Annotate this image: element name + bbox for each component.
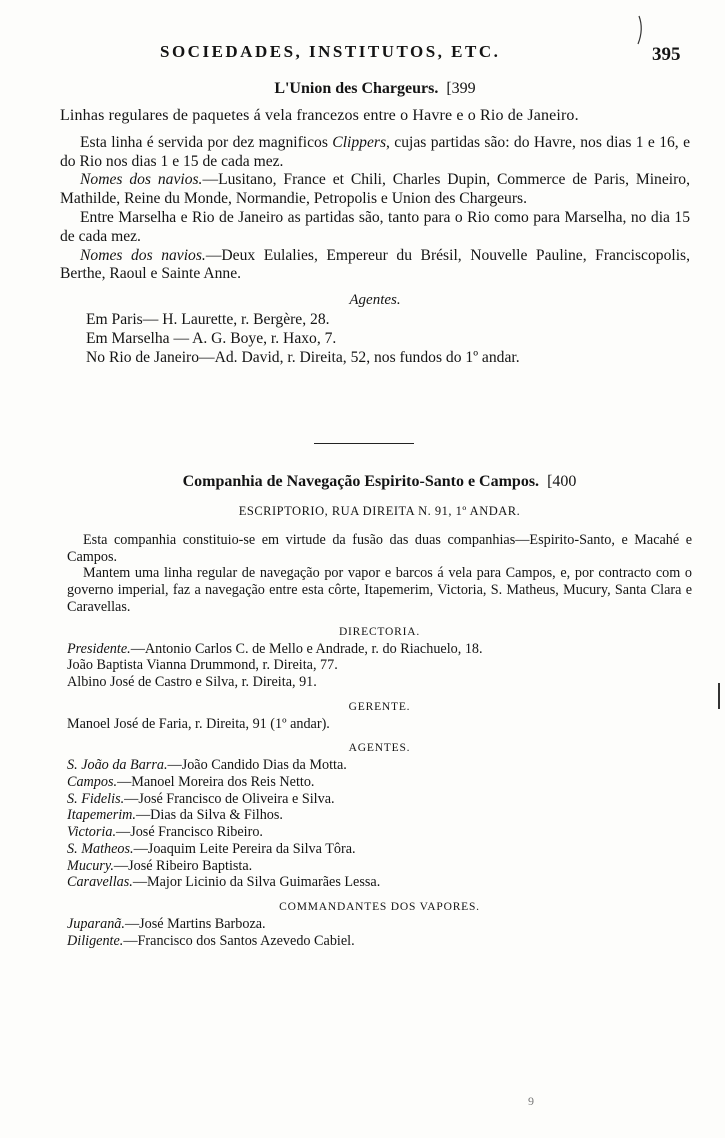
agent-line (67, 757, 692, 774)
commanders-heading: COMMANDANTES DOS VAPORES. (279, 900, 480, 913)
footer-mark: 9 (528, 1094, 534, 1108)
agent-name: —José Ribeiro Baptista. (113, 857, 253, 874)
commander-name: —Francisco dos Santos Azevedo Cabiel. (123, 932, 355, 949)
ships-list (60, 247, 690, 285)
ship-name: Diligente. (67, 932, 124, 949)
agent-place: S. Fidelis. (67, 790, 125, 807)
section-title-text: Companhia de Navegação Espirito-Santo e Campos. (182, 473, 540, 490)
agent-name: —João Candido Dias da Motta. (167, 757, 347, 774)
manager-heading: GERENTE. (348, 700, 411, 713)
manager-line: Manoel José de Faria, r. Direita, 91 (1º andar). (67, 715, 330, 732)
paragraph (60, 134, 690, 172)
section-title (60, 80, 690, 98)
section-title-text: L'Union des Chargeurs. (274, 80, 439, 97)
ships-list (60, 171, 690, 209)
ships-text: —Lusitano, France et Chili, Charles Dupin, Commerce de Paris, Mineiro, Mathilde, Reine du Monde, Normandie, Petropolis e Union des Chargeurs. (60, 171, 690, 208)
president-text: —Antonio Carlos C. de Mello e Andrade, r. do Riachuelo, 18. (130, 640, 483, 657)
agents-heading: Agentes. (349, 292, 401, 309)
agent-place: S. João da Barra. (67, 757, 168, 774)
commander-line (67, 916, 692, 933)
president-line (67, 641, 692, 658)
director-line: Albino José de Castro e Silva, r. Direita, 91. (67, 673, 317, 690)
paragraph: Entre Marselha e Rio de Janeiro as partidas são, tanto para o Rio como para Marselha, no dia 15 de cada mez. (60, 208, 690, 245)
director-line: João Baptista Vianna Drummond, r. Direita, 77. (67, 657, 338, 674)
section-title (67, 473, 692, 491)
agent-name: —Manoel Moreira dos Reis Netto. (117, 774, 315, 791)
ships-label: Nomes dos navios. (80, 171, 203, 189)
entry-companhia-navegacao (67, 473, 692, 949)
ship-name: Juparanã. (67, 915, 125, 932)
agent-place: S. Matheos. (67, 840, 134, 857)
office-address: ESCRIPTORIO, RUA DIREITA N. 91, 1º ANDAR. (238, 504, 521, 518)
agent-line: Em Marselha — A. G. Boye, r. Haxo, 7. (86, 329, 337, 347)
agent-name: —Dias da Silva & Filhos. (135, 807, 283, 824)
paragraph-text: Esta linha é servida por dez magnificos (80, 133, 333, 151)
commander-name: —José Martins Barboza. (124, 915, 266, 932)
running-head: SOCIEDADES, INSTITUTOS, ETC. (160, 42, 501, 61)
agent-line (67, 807, 692, 824)
agent-place: Caravellas. (67, 874, 133, 891)
paragraph: Mantem uma linha regular de navegação por vapor e barcos á vela para Campos, e, por contracto com o governo imperial, faz a navegação entre esta côrte, Itapemerim, Victoria, S. Matheus, Mucury, Santa Clara e Caravellas. (67, 565, 692, 615)
ships-label: Nomes dos navios. (80, 246, 206, 264)
lead-line: Linhas regulares de paquetes á vela francezos entre o Havre e o Rio de Janeiro. (60, 107, 579, 124)
entry-number: [399 (446, 80, 476, 97)
agent-line: Em Paris— H. Laurette, r. Bergère, 28. (86, 310, 330, 328)
agent-place: Victoria. (67, 824, 116, 841)
agent-name: —Major Licinio da Silva Guimarães Lessa. (132, 874, 381, 891)
agent-line (67, 858, 692, 875)
agent-line (67, 824, 692, 841)
commander-line (67, 933, 692, 950)
ships-text: —Deux Eulalies, Empereur du Brésil, Nouvelle Pauline, Franciscopolis, Berthe, Raoul e Sainte Anne. (60, 246, 690, 283)
agent-place: Mucury. (67, 857, 114, 874)
agents-heading: AGENTES. (348, 742, 411, 755)
paragraph: Esta companhia constituio-se em virtude da fusão das duas companhias—Espirito-Santo, e Macahé e Campos. (67, 532, 692, 565)
agent-line (67, 874, 692, 891)
agent-name: —José Francisco de Oliveira e Silva. (124, 790, 335, 807)
agent-place: Itapemerim. (67, 807, 136, 824)
margin-mark (718, 683, 720, 709)
entry-number: [400 (547, 473, 577, 490)
entry-union-des-chargeurs (60, 80, 690, 367)
agent-line (67, 774, 692, 791)
section-divider (314, 443, 414, 444)
page-number: 395 (652, 44, 681, 65)
paragraph-text: , cujas partidas são: do Havre, nos dias 1 e 16, e do Rio nos dias 1 e 15 de cada mez. (60, 133, 691, 170)
agent-name: —Joaquim Leite Pereira da Silva Tôra. (133, 840, 356, 857)
president-label: Presidente. (67, 640, 131, 657)
agent-place: Campos. (67, 774, 118, 791)
page-header (0, 42, 725, 68)
agent-name: —José Francisco Ribeiro. (116, 824, 263, 841)
agent-line: No Rio de Janeiro—Ad. David, r. Direita, 52, nos fundos do 1º andar. (86, 348, 520, 366)
directory-heading: DIRECTORIA. (338, 625, 421, 638)
italic-term: Clippers (332, 133, 387, 151)
agent-line (67, 841, 692, 858)
agent-line (67, 791, 692, 808)
